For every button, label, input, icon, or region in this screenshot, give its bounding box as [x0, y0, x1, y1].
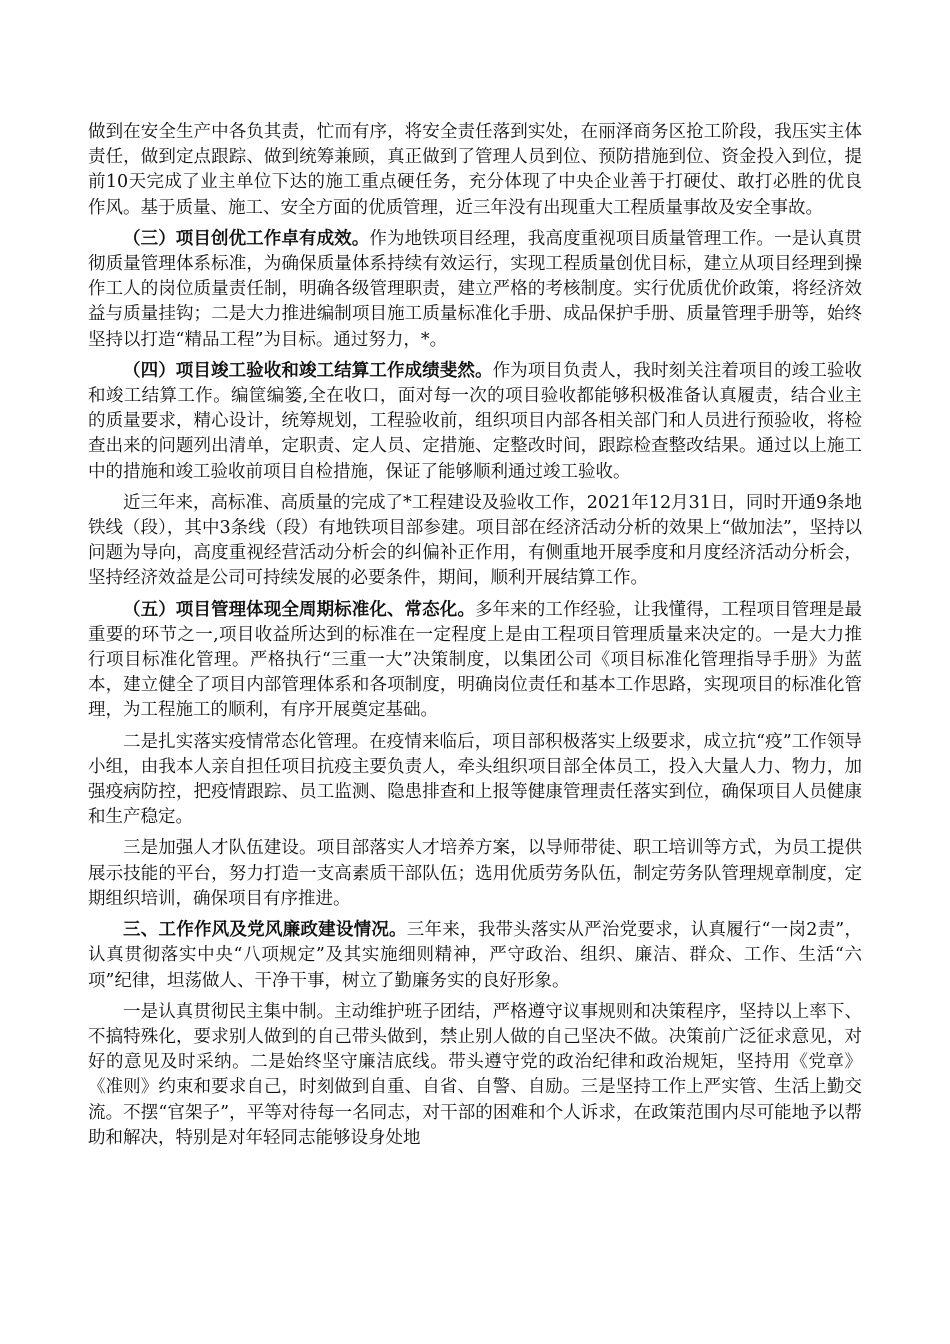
paragraph-quality-excellence: [88, 227, 862, 353]
paragraph-safety-continuation: [88, 120, 862, 221]
paragraph-text: 一是认真贯彻民主集中制。主动维护班子团结，严格遵守议事规则和决策程序，坚持以上率下、不搞特殊化，要求别人做到的自己带头做到，禁止别人做的自己坚决不做。决策前广泛征求意见，对好的意见及时采纳。二是始终坚守廉洁底线。带头遵守党的政治纪律和政治规矩，坚持用《党章》《准则》约束和要求自己，时刻做到自重、自省、自警、自励。三是坚持工作上严实管、生活上勤交流。不摆“官架子”，平等对待每一名同志，对干部的困难和个人诉求，在政策范围内尽可能地予以帮助和解决，特别是对年轻同志能够设身处地: [88, 1001, 862, 1148]
section-heading: （三）项目创优工作卓有成效。: [123, 228, 370, 249]
paragraph-epidemic-management: [88, 730, 862, 831]
paragraph-text: 作为地铁项目经理，我高度重视项目质量管理工作。一是认真贯彻质量管理体系标准，为确保质量体系持续有效运行，实现工程质量创优目标，建立从项目经理到操作工人的岗位质量责任制，明确各级管理职责，建立严格的考核制度。实行优质优价政策，将经济效益与质量挂钩；二是大力推进编制项目施工质量标准化手册、成品保护手册、质量管理手册等，始终坚持以打造“精品工程”为目标。通过努力，*。: [88, 228, 863, 350]
section-heading: （五）项目管理体现全周期标准化、常态化。: [123, 599, 475, 620]
paragraph-text: 做到在安全生产中各负其责，忙而有序，将安全责任落到实处，在丽泽商务区抢工阶段，我压实主体责任，做到定点跟踪、做到统筹兼顾，真正做到了管理人员到位、预防措施到位、资金投入到位，提前10天完成了业主单位下达的施工重点硬任务，充分体现了中央企业善于打硬仗、敢打必胜的优良作风。基于质量、施工、安全方面的优质管理，近三年没有出现重大工程质量事故及安全事故。: [88, 122, 862, 218]
paragraph-three-years-results: [88, 491, 862, 592]
document-page: [88, 120, 862, 1157]
section-heading: （四）项目竣工验收和竣工结算工作成绩斐然。: [123, 360, 493, 381]
paragraph-talent-team: [88, 836, 862, 912]
paragraph-work-style-integrity: [88, 918, 862, 994]
paragraph-text: 二是扎实落实疫情常态化管理。在疫情来临后，项目部积极落实上级要求，成立抗“疫”工作领导小组，由我本人亲自担任项目抗疫主要负责人，牵头组织项目部全体员工，投入大量人力、物力，加强疫病防控，把疫情跟踪、员工监测、隐患排查和上报等健康管理责任落实到位，确保项目人员健康和生产稳定。: [88, 731, 862, 828]
paragraph-text: 三年来，我带头落实从严治党要求，认真履行“一岗2责”，认真贯彻落实中央“八项规定”及其实施细则精神，严守政治、组织、廉洁、群众、工作、生活“六项”纪律，坦荡做人、干净干事，树立了勤廉务实的良好形象。: [88, 920, 862, 991]
section-heading: 三、工作作风及党风廉政建设情况。: [123, 920, 407, 941]
paragraph-text: 近三年来，高标准、高质量的完成了*工程建设及验收工作，2021年12月31日，同时开通9条地铁线（段），其中3条线（段）有地铁项目部参建。项目部在经济活动分析的效果上“做加法”，坚持以问题为导向，高度重视经营活动分析会的纠偏补正作用，有侧重地开展季度和月度经济活动分析会，坚持经济效益是公司可持续发展的必要条件，期间，顺利开展结算工作。: [88, 492, 862, 589]
paragraph-completion-acceptance: [88, 359, 862, 485]
paragraph-democratic-centralism: [88, 1000, 862, 1151]
paragraph-text: 作为项目负责人，我时刻关注着项目的竣工验收和竣工结算工作。编筐编篓,全在收口，面对每一次的项目验收都能够积极准备认真履责，结合业主的质量要求，精心设计，统筹规划，工程验收前，组织项目内部各相关部门和人员进行预验收，将检查出来的问题列出清单，定职责、定人员、定措施、定整改时间，跟踪检查整改结果。通过以上施工中的措施和竣工验收前项目自检措施，保证了能够顺利通过竣工验收。: [88, 360, 863, 482]
paragraph-text: 三是加强人才队伍建设。项目部落实人才培养方案，以导师带徒、职工培训等方式，为员工提供展示技能的平台，努力打造一支高素质干部队伍；选用优质劳务队伍，制定劳务队管理规章制度，定期组织培训，确保项目有序推进。: [88, 838, 862, 909]
paragraph-text: 多年来的工作经验，让我懂得，工程项目管理是最重要的环节之一,项目收益所达到的标准在一定程度上是由工程项目管理质量来决定的。一是大力推行项目标准化管理。严格执行“三重一大”决策制度，以集团公司《项目标准化管理指导手册》为蓝本，建立健全了项目内部管理体系和各项制度，明确岗位责任和基本工作思路，实现项目的标准化管理，为工程施工的顺利，有序开展奠定基础。: [88, 599, 863, 721]
paragraph-standardization: [88, 598, 862, 724]
